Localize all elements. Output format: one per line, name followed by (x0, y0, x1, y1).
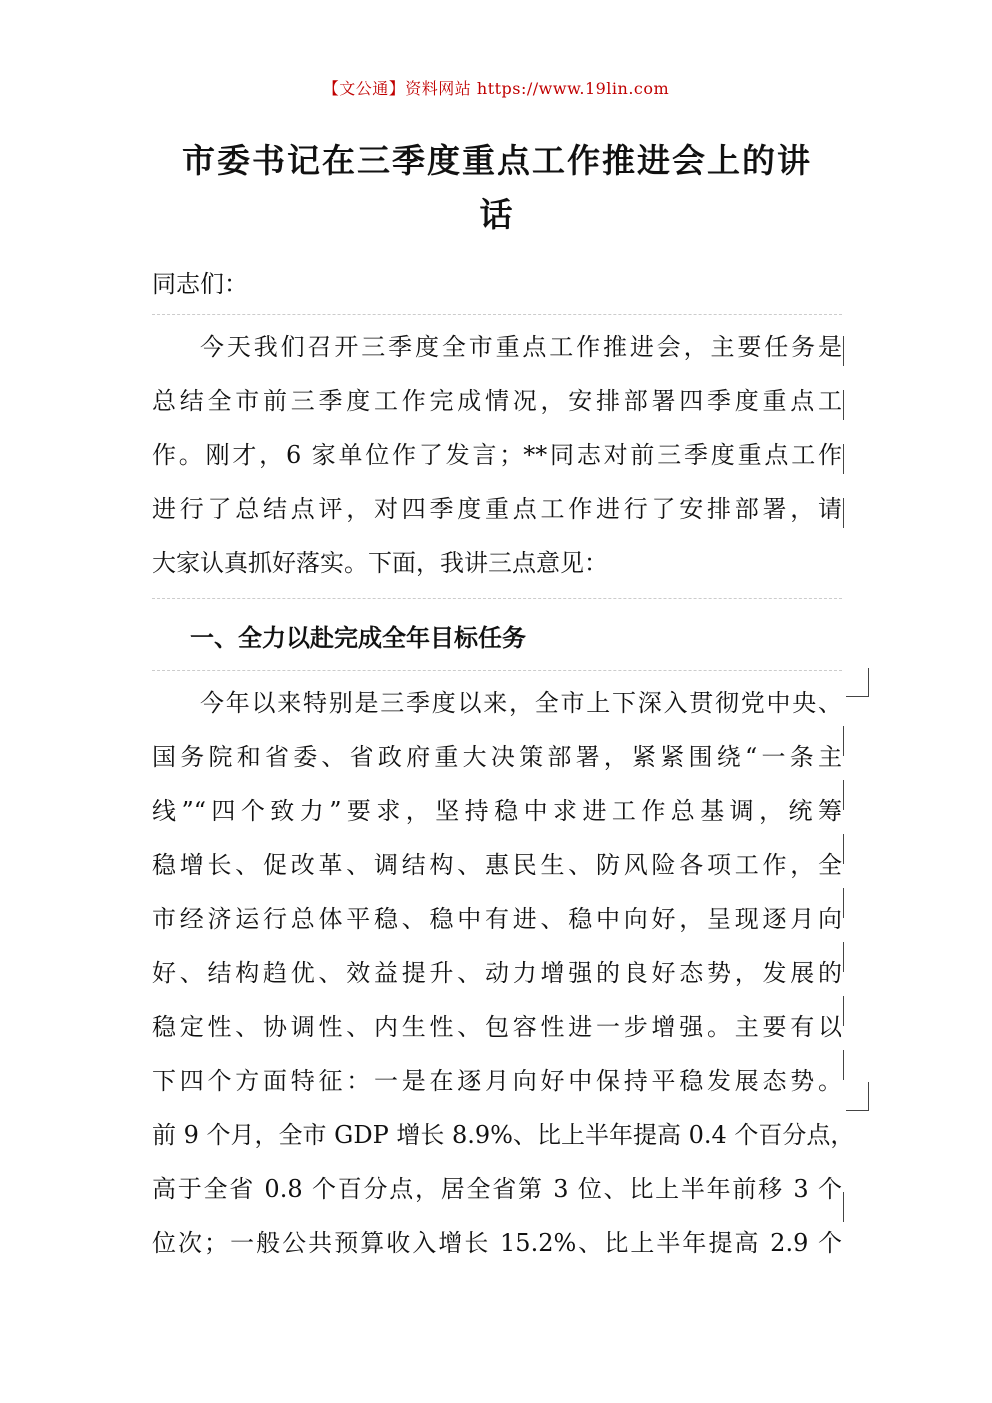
paragraph-line: 稳定性、协调性、内生性、包容性进一步增强。主要有以 (152, 1013, 842, 1041)
paragraph-line: 下四个方面特征：一是在逐月向好中保持平稳发展态势。 (152, 1067, 842, 1095)
paragraph-line: 前 9 个月，全市 GDP 增长 8.9%、比上半年提高 0.4 个百分点， (152, 1121, 855, 1149)
line-end-mark (843, 942, 844, 972)
line-end-mark (843, 726, 844, 756)
line-end-mark (846, 668, 869, 697)
paragraph-line: 线”“四个致力”要求，坚持稳中求进工作总基调，统筹 (152, 797, 842, 825)
line-end-mark (843, 1050, 844, 1080)
paragraph-line: 市经济运行总体平稳、稳中有进、稳中向好，呈现逐月向 (152, 905, 842, 933)
line-end-mark (843, 336, 844, 366)
line-end-mark (846, 1082, 869, 1111)
section-paragraph (152, 680, 855, 1274)
title-line-1: 市委书记在三季度重点工作推进会上的讲 (182, 141, 812, 180)
line-end-mark (843, 444, 844, 474)
paragraph-line: 国务院和省委、省政府重大决策部署，紧紧围绕“一条主 (152, 743, 842, 771)
paragraph-line: 稳增长、促改革、调结构、惠民生、防风险各项工作，全 (152, 851, 842, 879)
line-end-mark (843, 834, 844, 864)
paragraph-line: 作。刚才，6 家单位作了发言；**同志对前三季度重点工作 (152, 441, 842, 469)
paragraph-line: 高于全省 0.8 个百分点，居全省第 3 位、比上半年前移 3 个 (152, 1175, 842, 1203)
line-end-mark (843, 780, 844, 810)
salutation: 同志们： (152, 270, 248, 298)
paragraph-line: 进行了总结点评，对四季度重点工作进行了安排部署，请 (152, 495, 842, 523)
line-end-mark (843, 888, 844, 918)
paragraph-line: 大家认真抓好落实。下面，我讲三点意见： (152, 549, 608, 577)
paragraph-line: 今年以来特别是三季度以来，全市上下深入贯彻党中央、 (200, 689, 842, 717)
divider (152, 670, 842, 672)
document-title (152, 134, 842, 242)
line-end-mark (843, 390, 844, 420)
paragraph-line: 位次；一般公共预算收入增长 15.2%、比上半年提高 2.9 个 (152, 1229, 842, 1257)
divider (152, 314, 842, 316)
section-heading: 一、全力以赴完成全年目标任务 (190, 624, 526, 652)
paragraph-line: 好、结构趋优、效益提升、动力增强的良好态势，发展的 (152, 959, 842, 987)
site-header: 【文公通】资料网站 https://www.19lin.com (322, 79, 670, 98)
title-line-2: 话 (479, 195, 515, 234)
line-end-mark (843, 996, 844, 1026)
paragraph-line: 今天我们召开三季度全市重点工作推进会，主要任务是 (200, 333, 842, 361)
line-end-mark (843, 498, 844, 528)
divider (152, 598, 842, 600)
intro-paragraph (152, 324, 842, 594)
line-end-mark (843, 1192, 844, 1222)
document-body (152, 262, 855, 1274)
paragraph-line: 总结全市前三季度工作完成情况，安排部署四季度重点工 (152, 387, 842, 415)
